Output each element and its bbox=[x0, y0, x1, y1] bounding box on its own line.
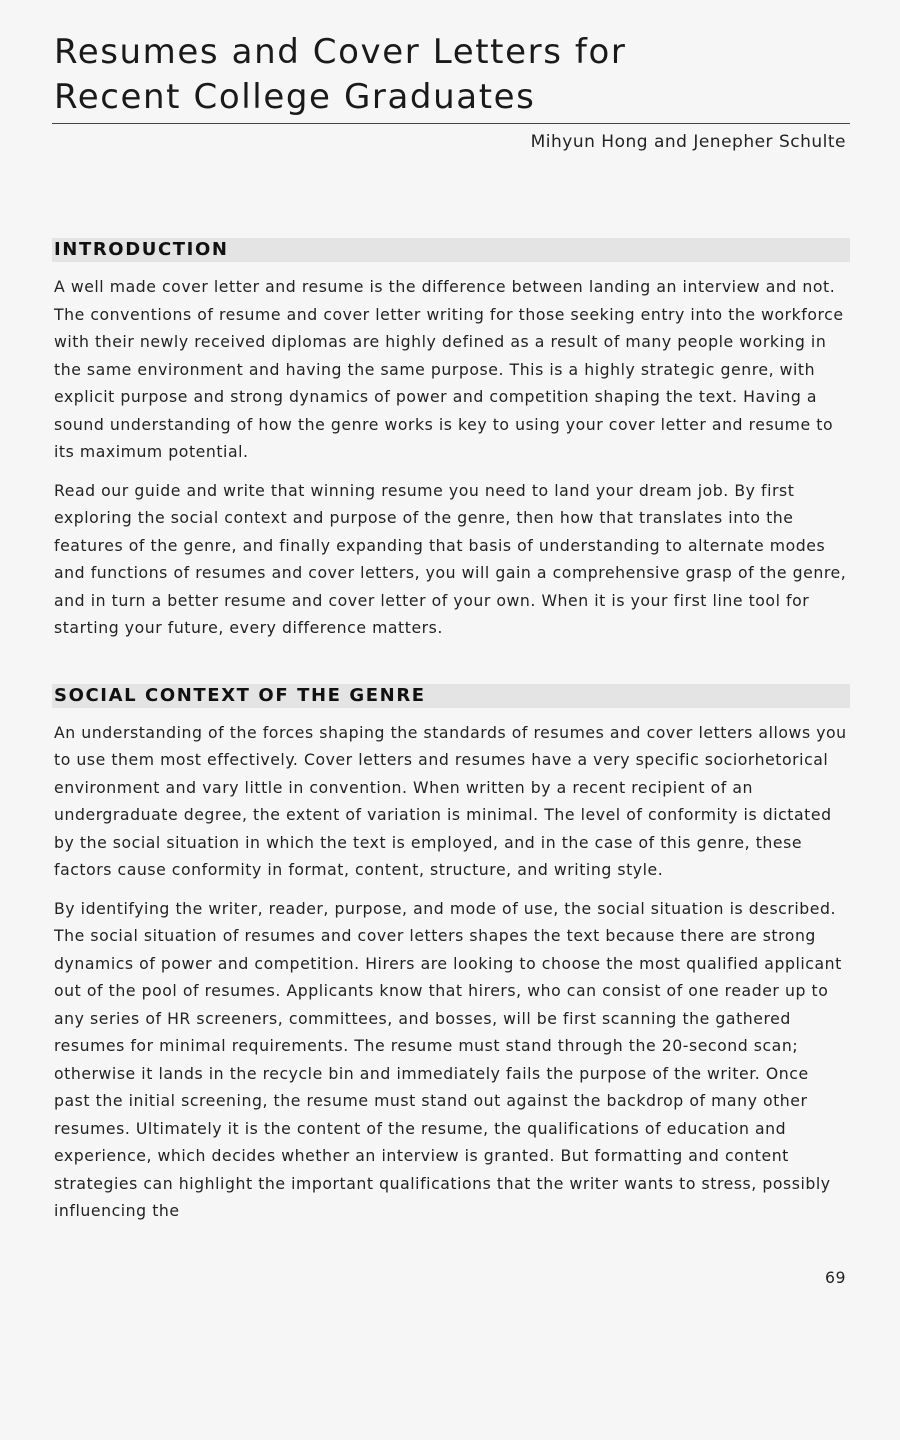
document-title bbox=[52, 30, 850, 120]
authors: Mihyun Hong and Jenepher Schulte bbox=[530, 132, 846, 152]
title-divider bbox=[52, 123, 850, 124]
paragraph: Read our guide and write that winning resume you need to land your dream job. By first exploring the social context and purpose of the genre, then how that translates into the features of the genre, and finally expanding that basis of understanding to alternate modes and functions of resumes and cover letters, you will gain a comprehensive grasp of the genre, and in turn a better resume and cover letter of your own. When it is your first line tool for starting your future, every difference matters. bbox=[54, 480, 847, 637]
title-line-1: Resumes and Cover Letters for bbox=[54, 32, 627, 72]
page-number: 69 bbox=[825, 1268, 846, 1287]
title-line-2: Recent College Graduates bbox=[54, 77, 536, 117]
paragraph: A well made cover letter and resume is the difference between landing an interview and not. The conventions of resume and cover letter writing for those seeking entry into the workforce with their newly received diplomas are highly defined as a result of many people working in the same environment and having the same purpose. This is a highly strategic genre, with explicit purpose and strong dynamics of power and competition shaping the text. Having a sound understanding of how the genre works is key to using your cover letter and resume to its maximum potential. bbox=[54, 277, 844, 461]
paragraph: By identifying the writer, reader, purpose, and mode of use, the social situation is described. The social situation of resumes and cover letters shapes the text because there are strong dynamics of power and competition. Hirers are looking to choose the most qualified applicant out of the pool of resumes. Applicants know that hirers, who can consist of one reader up to any series of HR screeners, committees, and bosses, will be first scanning the gathered resumes for minimal requirements. The resume must stand through the 20-second scan; otherwise it lands in the recycle bin and immediately fails the purpose of the writer. Once past the initial screening, the resume must stand out against the backdrop of many other resumes. Ultimately it is the content of the resume, the qualifications of education and experience, which decides whether an interview is granted. But formatting and content strategies can highlight the important qualifications that the writer wants to stress, possibly influencing the bbox=[54, 898, 842, 1220]
section-heading-social-context: SOCIAL CONTEXT OF THE GENRE bbox=[52, 684, 850, 708]
section-heading-introduction: INTRODUCTION bbox=[52, 238, 850, 262]
paragraph: An understanding of the forces shaping the standards of resumes and cover letters allows you to use them most effectively. Cover letters and resumes have a very specific sociorhetorical environment and vary little in convention. When written by a recent recipient of an undergraduate degree, the extent of variation is minimal. The level of conformity is dictated by the social situation in which the text is employed, and in the case of this genre, these factors cause conformity in format, content, structure, and writing style. bbox=[54, 722, 847, 879]
document-page bbox=[52, 30, 850, 1225]
